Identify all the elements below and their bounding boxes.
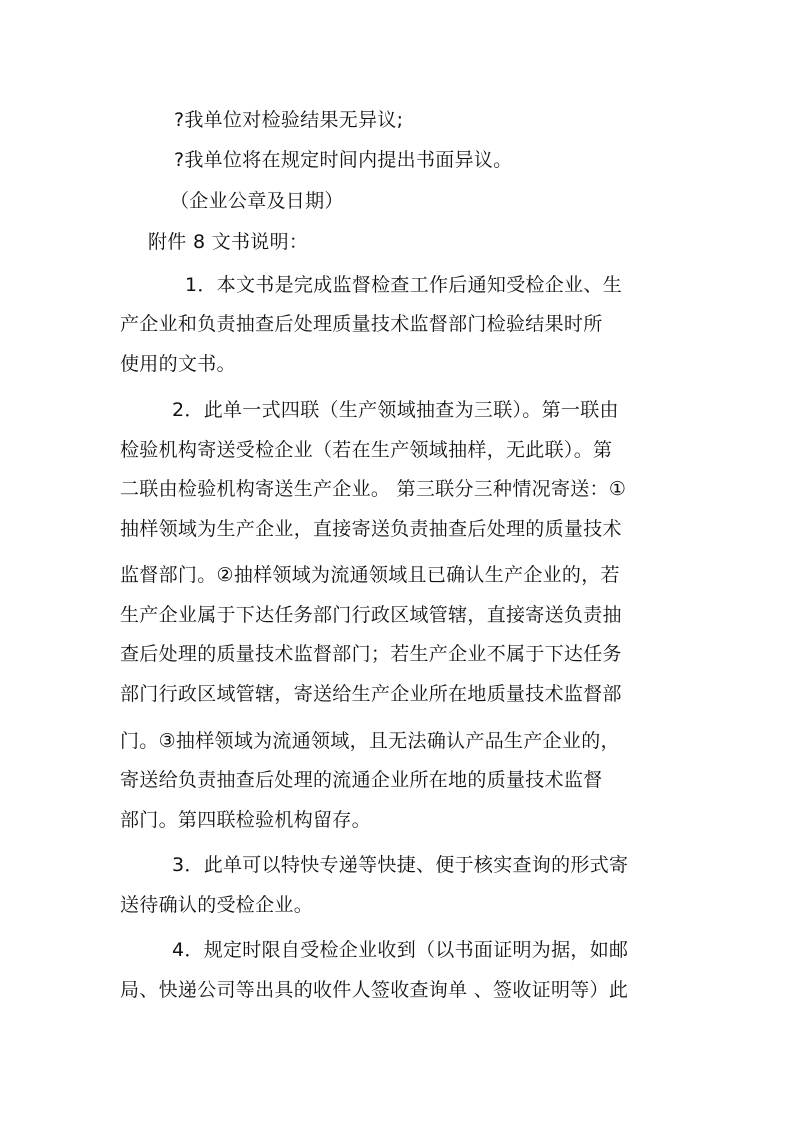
paragraph-3-line-1: 3．此单可以特快专递等快捷、便于核实查询的形式寄 — [172, 854, 629, 876]
paragraph-2-line-5: 监督部门。②抽样领域为流通领域且已确认生产企业的，若 — [120, 564, 620, 586]
paragraph-2-line-9: 门。③抽样领域为流通领域，且无法确认产品生产企业的， — [120, 730, 620, 752]
paragraph-3-line-2: 送待确认的受检企业。 — [120, 894, 314, 916]
paragraph-4-line-2: 局、快递公司等出具的收件人签收查询单 、签收证明等）此 — [120, 979, 629, 1001]
paragraph-1-line-1: 1．本文书是完成监督检查工作后通知受检企业、生 — [185, 274, 622, 296]
option-no-objection: ?我单位对检验结果无异议; — [174, 109, 404, 131]
paragraph-2-line-3: 二联由检验机构寄送生产企业。 第三联分三种情况寄送：① — [120, 478, 627, 500]
paragraph-4-line-1: 4．规定时限自受检企业收到（以书面证明为据，如邮 — [172, 939, 629, 961]
paragraph-2-line-6: 生产企业属于下达任务部门行政区域管辖，直接寄送负责抽 — [120, 604, 622, 626]
attachment-heading: 附件 8 文书说明： — [148, 231, 309, 253]
paragraph-2-line-10: 寄送给负责抽查后处理的流通企业所在地的质量技术监督 — [120, 769, 603, 791]
paragraph-2-line-1: 2．此单一式四联（生产领域抽查为三联）。第一联由 — [172, 399, 619, 421]
paragraph-2-line-11: 部门。第四联检验机构留存。 — [120, 809, 371, 831]
paragraph-1-line-2: 产企业和负责抽查后处理质量技术监督部门检验结果时所 — [120, 313, 603, 335]
paragraph-2-line-2: 检验机构寄送受检企业（若在生产领域抽样，无此联）。第 — [120, 439, 613, 461]
paragraph-1-line-3: 使用的文书。 — [120, 353, 236, 375]
option-written-objection: ?我单位将在规定时间内提出书面异议。 — [174, 149, 513, 171]
paragraph-2-line-8: 部门行政区域管辖，寄送给生产企业所在地质量技术监督部 — [120, 683, 622, 705]
company-seal-date: （企业公章及日期） — [170, 190, 344, 212]
paragraph-2-line-4: 抽样领域为生产企业，直接寄送负责抽查后处理的质量技术 — [120, 518, 622, 540]
paragraph-2-line-7: 查后处理的质量技术监督部门；若生产企业不属于下达任务 — [120, 643, 622, 665]
